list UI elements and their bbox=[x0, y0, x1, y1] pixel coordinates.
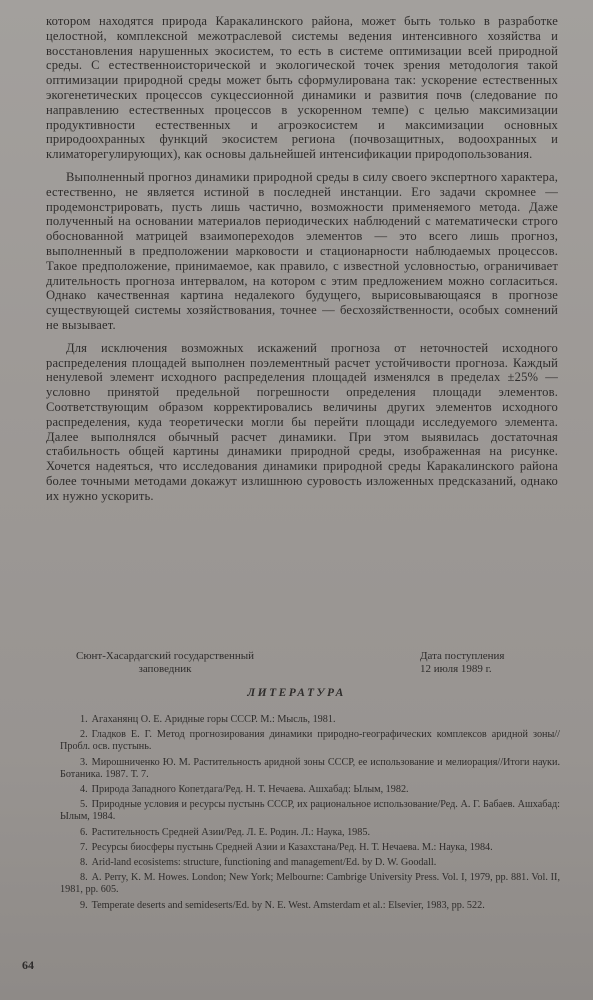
reference-text: Природные условия и ресурсы пустынь СССР, их рациональное использование/Ред. А. Г. Бабаев. Ашхабад: Ылым, 1984. bbox=[60, 799, 560, 823]
reference-number: 8. bbox=[80, 872, 88, 884]
reference-item bbox=[60, 757, 560, 781]
reference-number: 4. bbox=[80, 784, 88, 796]
reference-text: Гладков Е. Г. Метод прогнозирования динамики природно-географических комплексов аридной зоны//Пробл. осв. пустынь. bbox=[60, 729, 560, 753]
reference-text: Arid-land ecosistems: structure, functioning and management/Ed. by D. W. Goodall. bbox=[91, 857, 437, 869]
reference-number: 6. bbox=[80, 826, 88, 838]
reference-item bbox=[60, 729, 560, 753]
reference-item bbox=[60, 827, 560, 839]
reference-item bbox=[60, 842, 560, 854]
page-number: 64 bbox=[22, 958, 34, 972]
reference-text: A. Perry, K. M. Howes. London; New York; Melbourne: Cambrige University Press. Vol. I, 1979, pp. 881. Vol. II, 1981, pp. 605. bbox=[60, 872, 560, 896]
reference-number: 5. bbox=[80, 799, 88, 811]
reference-text: Агаханянц О. Е. Аридные горы СССР. М.: Мысль, 1981. bbox=[91, 714, 336, 725]
article-body bbox=[46, 14, 558, 512]
paragraph-1: котором находятся природа Каракалинского района, может быть только в разработке целостной, комплексной межотраслевой системы ведения интенсивного хозяйства и восстановления нарушенных экосистем, то есть в системе оптимизации всей природной среды. С естественноисторической и экологической точек зрения методология такой оптимизации природной среды может быть сформулирована так: ускорение естественных экогенетических процессов сукцессионной динамики и развития почв (следование по направлению естественных процессов в ускоренном темпе) с целью максимизации продуктивности естественных и агроэкосистем и максимизации основных природоохранных функций экосистем региона (почвозащитных, водоохранных и климаторегулирующих), как основы дальнейшей интенсификации природопользования. bbox=[46, 14, 558, 162]
reference-text: Ресурсы биосферы пустынь Средней Азии и Казахстана/Ред. Н. Т. Нечаева. М.: Наука, 1984. bbox=[91, 841, 493, 853]
reference-number: 2. bbox=[80, 729, 88, 741]
reference-item bbox=[60, 900, 560, 912]
reference-item bbox=[60, 857, 560, 869]
author-affiliation: Сюнт-Хасардагский государственный заповедник bbox=[75, 650, 255, 675]
paragraph-3: Для исключения возможных искажений прогноза от неточностей исходного распределения площадей выполнен поэлементный расчет устойчивости прогноза. Каждый ненулевой элемент исходного распределения площадей изменялся в пределах ±25% — условно принятой предельной погрешности определения площади элементов. Соответствующим образом корректировались величины других элементов исходного распределения, куда теоретически могли бы перейти площади исследуемого элемента. Далее выполнялся обычный расчет динамики. При этом выявилась достаточная стабильность общей картины динамики природной среды, изображенная на рисунке. Хочется надеяться, что исследования динамики природной среды Каракалинского района более точными методами докажут излишнюю суровость изложенных предсказаний, однако их нужно ускорить. bbox=[46, 340, 558, 503]
reference-number: 1. bbox=[80, 714, 88, 725]
reference-text: Растительность Средней Азии/Ред. Л. Е. Родин. Л.: Наука, 1985. bbox=[91, 826, 370, 838]
reference-number: 7. bbox=[80, 841, 88, 853]
reference-number: 3. bbox=[80, 756, 88, 768]
received-date-block bbox=[420, 650, 560, 676]
received-date: 12 июля 1989 г. bbox=[420, 663, 492, 675]
reference-text: Мирошниченко Ю. М. Растительность аридной зоны СССР, ее использование и мелиорация//Итоги науки. Ботаника. 1987. Т. 7. bbox=[60, 756, 560, 780]
reference-item bbox=[60, 799, 560, 823]
literature-heading: ЛИТЕРАТУРА bbox=[247, 687, 346, 699]
reference-list bbox=[60, 714, 560, 915]
reference-text: Природа Западного Копетдага/Ред. Н. Т. Нечаева. Ашхабад: Ылым, 1982. bbox=[91, 784, 409, 796]
reference-number: 8. bbox=[80, 857, 88, 869]
reference-item bbox=[60, 784, 560, 796]
paragraph-2: Выполненный прогноз динамики природной среды в силу своего экспертного характера, естественно, не является истиной в последней инстанции. Его задачи скромнее — продемонстрировать, пусть лишь частично, возможности применяемого метода. Даже полученный на основании материалов периодических наблюдений с математически строго обоснованной матрицей взаимопереходов элементов — это всего лишь прогноз, выполненный в предположении марковости и стационарности наблюдаемых процессов. Такое предположение, принимаемое, как правило, с известной условностью, ограничивает длительность прогноза интервалом, на котором с этим предложением можно согласиться. Однако качественная картина недалекого будущего, вырисовывающаяся в прогнозе существующей системы хозяйствования, точнее — бесхозяйственности, особых сомнений не вызывает. bbox=[46, 169, 558, 332]
reference-text: Temperate deserts and semideserts/Ed. by N. E. West. Amsterdam et al.: Elsevier, 1983, pp. 522. bbox=[91, 899, 485, 911]
reference-item bbox=[60, 872, 560, 896]
reference-item bbox=[60, 714, 560, 726]
received-label: Дата поступления bbox=[420, 650, 505, 662]
reference-number: 9. bbox=[80, 899, 88, 911]
